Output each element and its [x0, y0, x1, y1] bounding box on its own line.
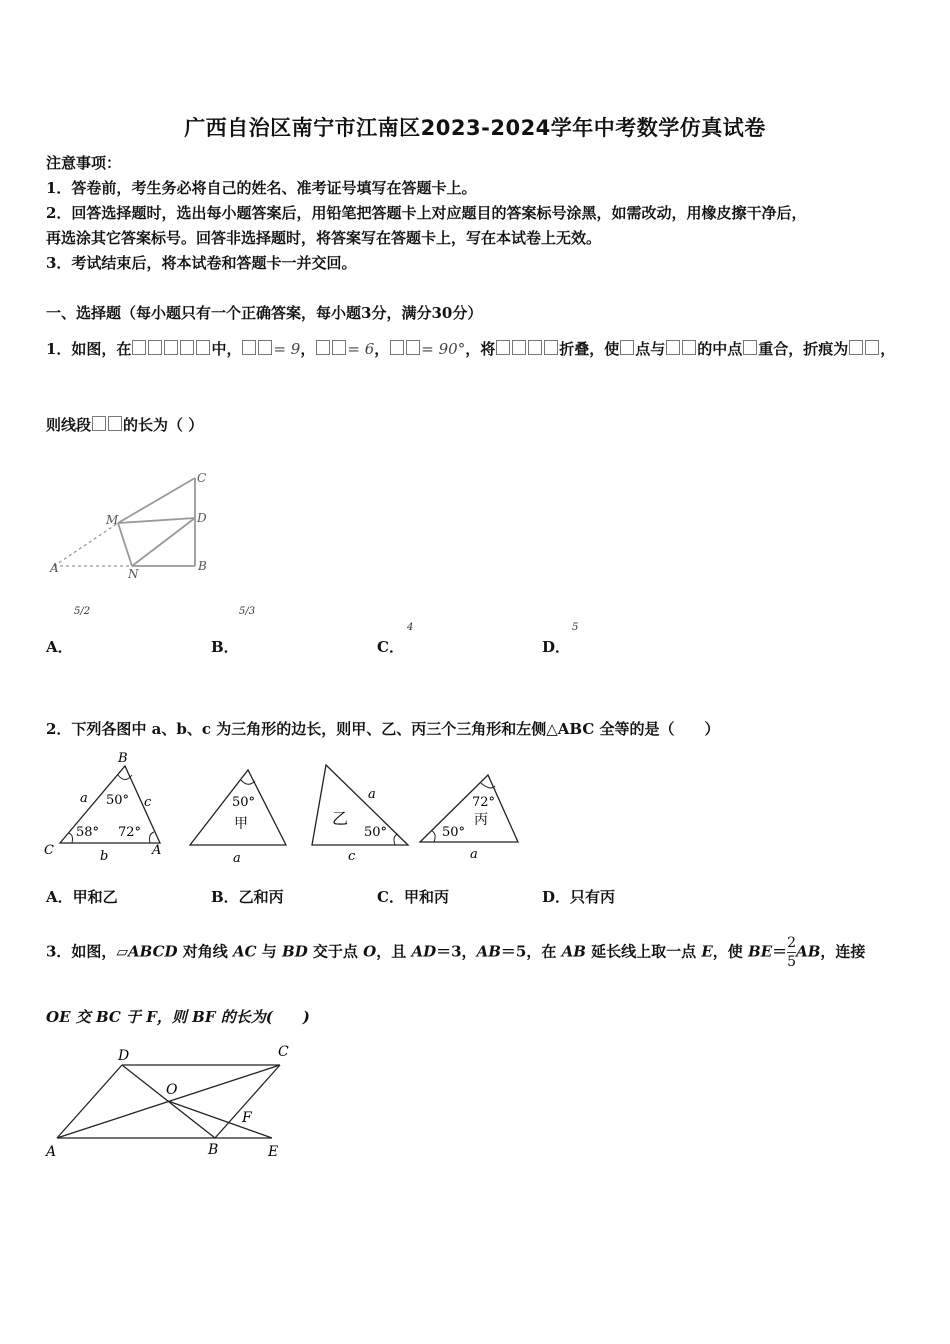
q3-text: ＝5，在	[500, 942, 562, 961]
q1-option-c[interactable]	[377, 622, 414, 657]
side-c: c	[144, 795, 152, 810]
notice-item-3: 3．考试结束后，将本试卷和答题卡一并交回。	[46, 254, 357, 272]
q3-var: AC	[232, 942, 257, 961]
option-value: 5/2	[74, 606, 91, 617]
bing-label: 丙	[474, 812, 488, 828]
segment-mn	[118, 523, 132, 566]
label-b: B	[198, 559, 207, 573]
angle-50: 50°	[106, 793, 130, 808]
jia-angle: 50°	[232, 795, 256, 810]
question-3-line-1	[46, 934, 865, 971]
bing-side: a	[470, 847, 478, 862]
missing-glyph	[316, 340, 330, 355]
q1-text: 1．如图，在	[46, 340, 132, 358]
q2-option-c[interactable]: C．甲和丙	[377, 888, 449, 906]
missing-glyph	[258, 340, 272, 355]
segment-mc	[118, 478, 195, 523]
q3-text: ，且	[376, 942, 412, 961]
missing-glyph	[865, 340, 879, 355]
missing-glyph	[132, 340, 146, 355]
option-letter: D．	[542, 638, 571, 656]
q1-expression: = 6	[347, 340, 375, 358]
missing-glyph	[148, 340, 162, 355]
notice-item-2a: 2．回答选择题时，选出每小题答案后，用铅笔把答题卡上对应题目的答案标号涂黑，如需改动，用橡皮擦干净后，	[46, 204, 807, 222]
q1-text: 重合，折痕为	[758, 340, 849, 358]
notice-heading: 注意事项：	[46, 154, 122, 172]
question-1-line-2	[46, 414, 203, 435]
angle-72: 72°	[118, 825, 142, 840]
missing-glyph	[390, 340, 404, 355]
missing-glyph	[196, 340, 210, 355]
q3-var: E	[701, 942, 713, 961]
q2-option-a[interactable]: A．甲和乙	[46, 888, 118, 906]
label-a: A	[50, 561, 59, 575]
yi-side-c: c	[348, 849, 356, 864]
yi-side-a: a	[368, 787, 376, 802]
q3-var: BD	[282, 942, 308, 961]
label-n: N	[128, 567, 139, 581]
fraction-numerator: 2	[787, 935, 797, 951]
angle-58: 58°	[76, 825, 100, 840]
missing-glyph	[406, 340, 420, 355]
triangle-yi	[312, 765, 408, 845]
question-3-line-2: OE 交 BC 于 F，则 BF 的长为( )	[46, 1008, 310, 1026]
label-c: C	[197, 471, 207, 485]
q1-text: 则线段	[46, 416, 92, 434]
q1-text: 中，	[211, 340, 242, 358]
q1-text: ，	[880, 340, 896, 358]
notice-item-2b: 再选涂其它答案标号。回答非选择题时，将答案写在答题卡上，写在本试卷上无效。	[46, 229, 602, 247]
label-a: A	[46, 1144, 57, 1160]
q3-var: AB	[796, 942, 821, 961]
q3-var: AB	[476, 942, 501, 961]
q1-text: ，	[300, 340, 316, 358]
missing-glyph	[512, 340, 526, 355]
yi-angle: 50°	[364, 825, 388, 840]
q1-text: 折叠，使	[559, 340, 620, 358]
page-title: 广西自治区南宁市江南区2023-2024学年中考数学仿真试卷	[184, 116, 766, 140]
q3-text: 延长线上取一点	[585, 942, 702, 961]
triangle-bing	[420, 775, 518, 842]
q3-var: AB	[561, 942, 586, 961]
missing-glyph	[242, 340, 256, 355]
q3-text: ＝	[772, 942, 788, 961]
question-2-text: 2．下列各图中 a、b、c 为三角形的边长，则甲、乙、丙三个三角形和左侧△ABC 全等的是（ ）	[46, 720, 720, 738]
side-b: b	[100, 849, 109, 864]
q3-text: 对角线	[177, 942, 233, 961]
segment-nd	[132, 518, 195, 566]
question-1-figure	[40, 460, 240, 590]
q2-option-b[interactable]: B．乙和丙	[211, 888, 284, 906]
missing-glyph	[332, 340, 346, 355]
label-c: C	[278, 1044, 289, 1060]
label-d: D	[118, 1048, 130, 1064]
yi-label: 乙	[332, 809, 349, 828]
option-letter: A．	[46, 638, 73, 656]
angle-arc-c	[68, 833, 73, 843]
q3-var: BE	[748, 942, 773, 961]
q1-text: 的长为（ ）	[123, 416, 204, 434]
label-o: O	[166, 1082, 178, 1098]
missing-glyph	[544, 340, 558, 355]
angle-arc-yi	[394, 834, 398, 845]
q1-text: 点与	[635, 340, 666, 358]
missing-glyph	[528, 340, 542, 355]
missing-glyph	[849, 340, 863, 355]
question-2-figure	[40, 748, 530, 873]
q3-text: ，连接	[820, 942, 866, 961]
q3-text: 与	[256, 942, 283, 961]
missing-glyph	[180, 340, 194, 355]
q1-expression: = 90°	[421, 340, 466, 358]
q1-option-a[interactable]	[46, 606, 91, 657]
bing-angle-50: 50°	[442, 825, 466, 840]
side-a: a	[80, 791, 88, 806]
label-c: C	[44, 843, 54, 858]
q3-text: ＝3，	[436, 942, 477, 961]
q1-option-d[interactable]	[542, 622, 579, 657]
option-value: 4	[407, 622, 414, 633]
missing-glyph	[164, 340, 178, 355]
parallelogram-symbol: ▱	[116, 942, 128, 961]
q3-text: 3．如图，	[46, 942, 117, 961]
angle-arc-a	[150, 832, 155, 843]
q1-text: ，	[374, 340, 390, 358]
question-3-figure	[40, 1040, 320, 1170]
question-1-line-1	[46, 338, 895, 359]
label-f: F	[242, 1110, 252, 1126]
label-e: E	[268, 1144, 279, 1160]
angle-arc-bing-left	[432, 831, 435, 842]
option-letter: B．	[211, 638, 239, 656]
q3-var: ABCD	[127, 942, 178, 961]
q1-expression: = 9	[273, 340, 301, 358]
q1-text: 的中点	[697, 340, 743, 358]
missing-glyph	[682, 340, 696, 355]
label-b: B	[118, 751, 128, 766]
missing-glyph	[108, 416, 122, 431]
q3-var: AD	[411, 942, 437, 961]
option-value: 5/3	[239, 606, 256, 617]
option-value: 5	[572, 622, 579, 633]
q1-option-b[interactable]	[211, 606, 256, 657]
dashed-am	[54, 523, 118, 566]
q2-option-d[interactable]: D．只有丙	[542, 888, 616, 906]
q3-text: 交于点	[307, 942, 364, 961]
jia-label: 甲	[234, 816, 248, 832]
missing-glyph	[92, 416, 106, 431]
label-a: A	[152, 843, 162, 858]
missing-glyph	[666, 340, 680, 355]
missing-glyph	[743, 340, 757, 355]
label-m: M	[106, 513, 119, 527]
jia-side: a	[233, 851, 241, 866]
fraction-two-fifths	[787, 934, 796, 971]
label-b: B	[208, 1142, 219, 1158]
fraction-denominator: 5	[787, 954, 797, 970]
bing-angle-72: 72°	[472, 795, 496, 810]
label-d: D	[197, 511, 207, 525]
missing-glyph	[620, 340, 634, 355]
q1-text: ，将	[465, 340, 496, 358]
notice-item-1: 1．答卷前，考生务必将自己的姓名、准考证号填写在答题卡上。	[46, 179, 477, 197]
segment-md	[118, 518, 195, 523]
option-letter: C．	[377, 638, 404, 656]
missing-glyph	[496, 340, 510, 355]
section-heading: 一、选择题（每小题只有一个正确答案，每小题3分，满分30分）	[46, 304, 483, 322]
q3-var: O	[363, 942, 377, 961]
q3-text: ，使	[712, 942, 749, 961]
